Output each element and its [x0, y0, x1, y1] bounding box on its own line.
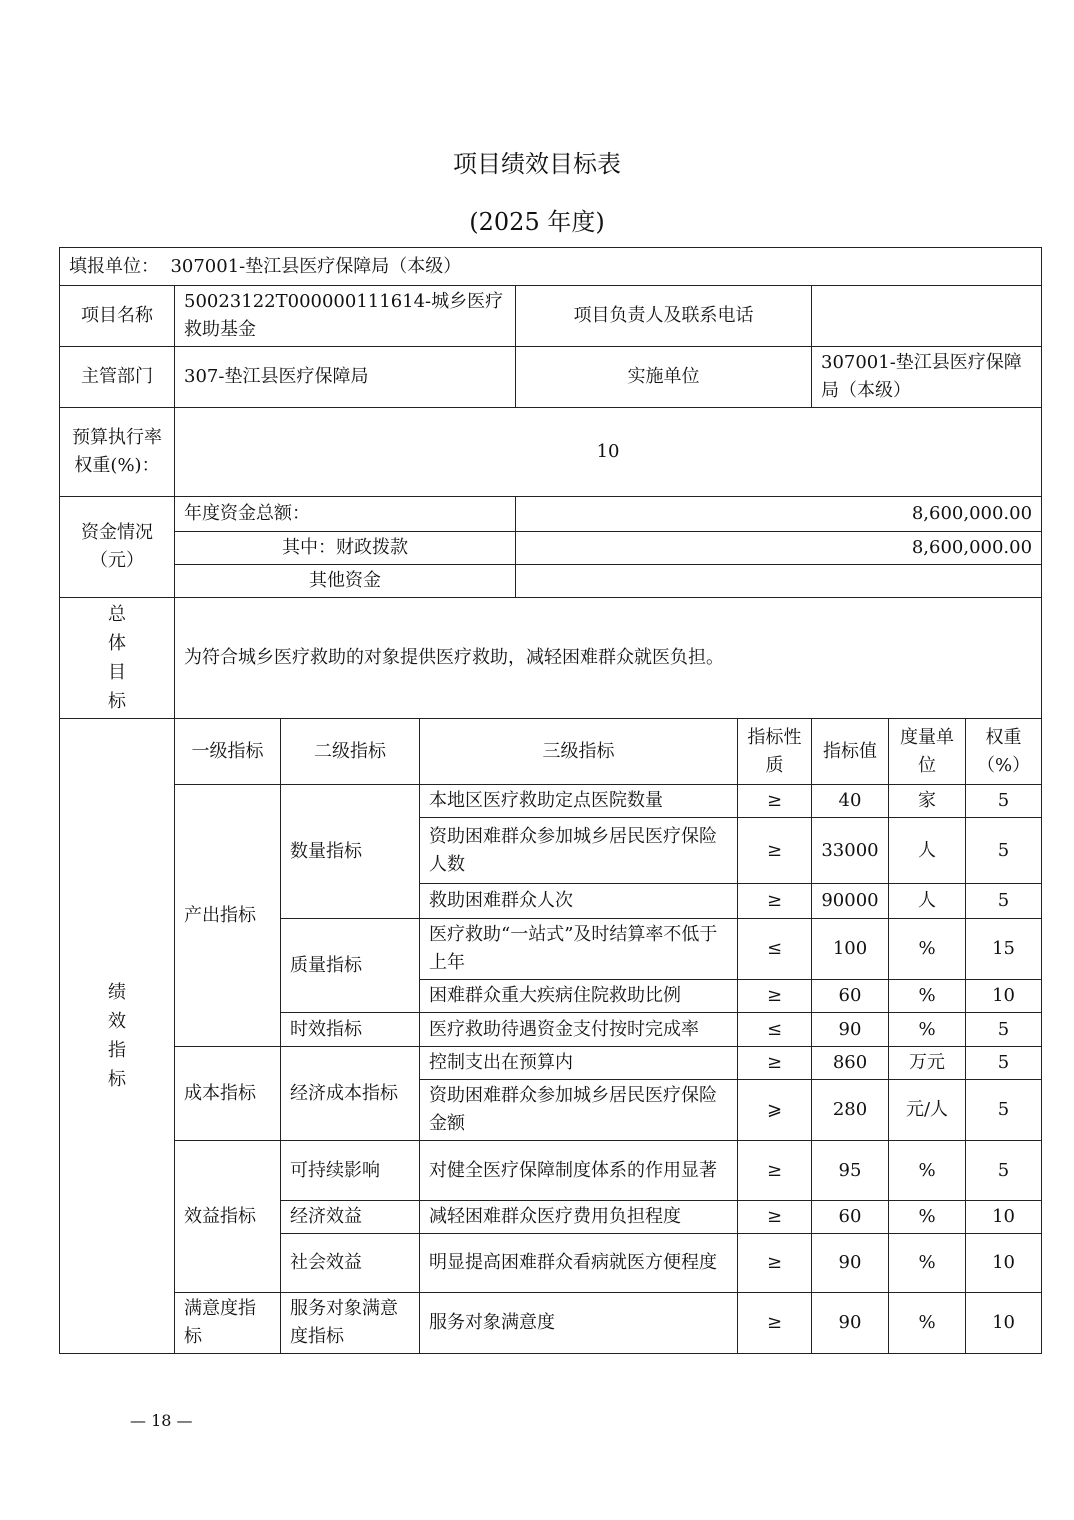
indicators-label: 绩效指标 — [60, 719, 175, 1354]
indicator-nature: ≥ — [738, 1141, 812, 1201]
indicator-name: 明显提高困难群众看病就医方便程度 — [420, 1234, 738, 1293]
impl-label: 实施单位 — [516, 347, 812, 408]
indicator-header-row — [60, 719, 1042, 785]
indicator-nature: ≤ — [738, 1013, 812, 1047]
dept-value: 307-垫江县医疗保障局 — [175, 347, 516, 408]
indicator-weight: 5 — [966, 818, 1042, 884]
indicator-weight: 5 — [966, 884, 1042, 919]
group-output: 产出指标 — [175, 785, 281, 1047]
performance-table — [59, 247, 1042, 1354]
subgroup-service-satisfaction: 服务对象满意度指标 — [281, 1293, 420, 1354]
funds-other-label: 其他资金 — [175, 565, 516, 598]
unit-label: 填报单位： — [69, 255, 159, 277]
funds-other-value — [516, 565, 1042, 598]
budget-weight-value: 10 — [175, 408, 1042, 497]
table-row — [60, 785, 1042, 818]
group-cost: 成本指标 — [175, 1047, 281, 1141]
indicator-name: 控制支出在预算内 — [420, 1047, 738, 1080]
project-name-label: 项目名称 — [60, 286, 175, 347]
indicator-value: 40 — [812, 785, 889, 818]
indicator-value: 90 — [812, 1013, 889, 1047]
indicator-unit: % — [889, 1293, 966, 1354]
overall-goal-text: 为符合城乡医疗救助的对象提供医疗救助，减轻困难群众就医负担。 — [175, 598, 1042, 719]
header-unit: 度量单位 — [889, 719, 966, 785]
indicator-weight: 5 — [966, 785, 1042, 818]
indicator-name: 资助困难群众参加城乡居民医疗保险人数 — [420, 818, 738, 884]
indicator-name: 对健全医疗保障制度体系的作用显著 — [420, 1141, 738, 1201]
indicator-weight: 10 — [966, 1293, 1042, 1354]
contact-value — [812, 286, 1042, 347]
indicator-name: 服务对象满意度 — [420, 1293, 738, 1354]
funds-total-row — [60, 497, 1042, 532]
table-row — [60, 1293, 1042, 1354]
table-row — [60, 1047, 1042, 1080]
contact-label: 项目负责人及联系电话 — [516, 286, 812, 347]
indicator-nature: ≥ — [738, 884, 812, 919]
indicator-weight: 15 — [966, 919, 1042, 980]
overall-goal-label: 总体目标 — [60, 598, 175, 719]
page-number: — 18 — — [130, 1411, 193, 1430]
indicator-value: 90 — [812, 1293, 889, 1354]
indicator-unit: % — [889, 1141, 966, 1201]
indicator-nature: ≥ — [738, 1234, 812, 1293]
indicator-value: 90 — [812, 1234, 889, 1293]
indicator-unit: 家 — [889, 785, 966, 818]
indicator-nature: ≥ — [738, 1201, 812, 1234]
indicator-value: 860 — [812, 1047, 889, 1080]
indicator-unit: % — [889, 980, 966, 1013]
budget-row — [60, 408, 1042, 497]
header-level3: 三级指标 — [420, 719, 738, 785]
dept-row — [60, 347, 1042, 408]
indicator-value: 33000 — [812, 818, 889, 884]
indicator-nature: ≥ — [738, 1047, 812, 1080]
indicator-value: 90000 — [812, 884, 889, 919]
indicator-value: 95 — [812, 1141, 889, 1201]
indicator-weight: 5 — [966, 1047, 1042, 1080]
indicator-nature: ⩾ — [738, 1080, 812, 1141]
indicator-unit: 万元 — [889, 1047, 966, 1080]
indicator-name: 本地区医疗救助定点医院数量 — [420, 785, 738, 818]
subgroup-economic-benefit: 经济效益 — [281, 1201, 420, 1234]
funds-total-value: 8,600,000.00 — [516, 497, 1042, 532]
funds-label: 资金情况（元） — [60, 497, 175, 598]
indicator-weight: 10 — [966, 980, 1042, 1013]
project-name-row — [60, 286, 1042, 347]
group-satisfaction: 满意度指标 — [175, 1293, 281, 1354]
header-level1: 一级指标 — [175, 719, 281, 785]
subgroup-quantity: 数量指标 — [281, 785, 420, 919]
subgroup-social-benefit: 社会效益 — [281, 1234, 420, 1293]
indicator-weight: 10 — [966, 1234, 1042, 1293]
indicator-name: 减轻困难群众医疗费用负担程度 — [420, 1201, 738, 1234]
funds-fiscal-label: 其中：财政拨款 — [175, 532, 516, 565]
page-title: 项目绩效目标表 — [453, 150, 621, 178]
indicator-weight: 5 — [966, 1141, 1042, 1201]
funds-fiscal-value: 8,600,000.00 — [516, 532, 1042, 565]
indicator-value: 280 — [812, 1080, 889, 1141]
indicator-unit: % — [889, 1234, 966, 1293]
indicator-unit: 人 — [889, 884, 966, 919]
indicator-nature: ≥ — [738, 818, 812, 884]
indicator-weight: 10 — [966, 1201, 1042, 1234]
header-value: 指标值 — [812, 719, 889, 785]
impl-value: 307001-垫江县医疗保障局（本级） — [812, 347, 1042, 408]
indicator-nature: ≥ — [738, 785, 812, 818]
indicator-unit: 人 — [889, 818, 966, 884]
header-level2: 二级指标 — [281, 719, 420, 785]
indicator-unit: % — [889, 919, 966, 980]
group-benefit: 效益指标 — [175, 1141, 281, 1293]
subgroup-economic-cost: 经济成本指标 — [281, 1047, 420, 1141]
header-nature: 指标性质 — [738, 719, 812, 785]
indicator-weight: 5 — [966, 1080, 1042, 1141]
indicator-name: 困难群众重大疾病住院救助比例 — [420, 980, 738, 1013]
indicator-unit: 元/人 — [889, 1080, 966, 1141]
indicator-name: 医疗救助待遇资金支付按时完成率 — [420, 1013, 738, 1047]
indicator-unit: % — [889, 1201, 966, 1234]
subgroup-sustainable: 可持续影响 — [281, 1141, 420, 1201]
indicator-name: 救助困难群众人次 — [420, 884, 738, 919]
indicator-unit: % — [889, 1013, 966, 1047]
funds-other-row — [60, 565, 1042, 598]
indicator-nature: ≤ — [738, 919, 812, 980]
budget-weight-label: 预算执行率权重(%)： — [60, 408, 175, 497]
indicator-name: 资助困难群众参加城乡居民医疗保险金额 — [420, 1080, 738, 1141]
funds-fiscal-row — [60, 532, 1042, 565]
indicator-nature: ≥ — [738, 1293, 812, 1354]
goal-row — [60, 598, 1042, 719]
subgroup-timeliness: 时效指标 — [281, 1013, 420, 1047]
funds-total-label: 年度资金总额： — [175, 497, 516, 532]
indicator-nature: ≥ — [738, 980, 812, 1013]
indicator-value: 60 — [812, 1201, 889, 1234]
fill-unit-cell — [60, 248, 1042, 286]
unit-row — [60, 248, 1042, 286]
indicator-value: 60 — [812, 980, 889, 1013]
indicator-weight: 5 — [966, 1013, 1042, 1047]
indicator-name: 医疗救助“一站式”及时结算率不低于上年 — [420, 919, 738, 980]
table-row — [60, 1141, 1042, 1201]
unit-value: 307001-垫江县医疗保障局（本级） — [170, 255, 462, 277]
header-weight: 权重（%） — [966, 719, 1042, 785]
indicator-value: 100 — [812, 919, 889, 980]
dept-label: 主管部门 — [60, 347, 175, 408]
page-subtitle: (2025 年度) — [469, 208, 605, 236]
subgroup-quality: 质量指标 — [281, 919, 420, 1013]
project-name-value: 50023122T000000111614-城乡医疗救助基金 — [175, 286, 516, 347]
